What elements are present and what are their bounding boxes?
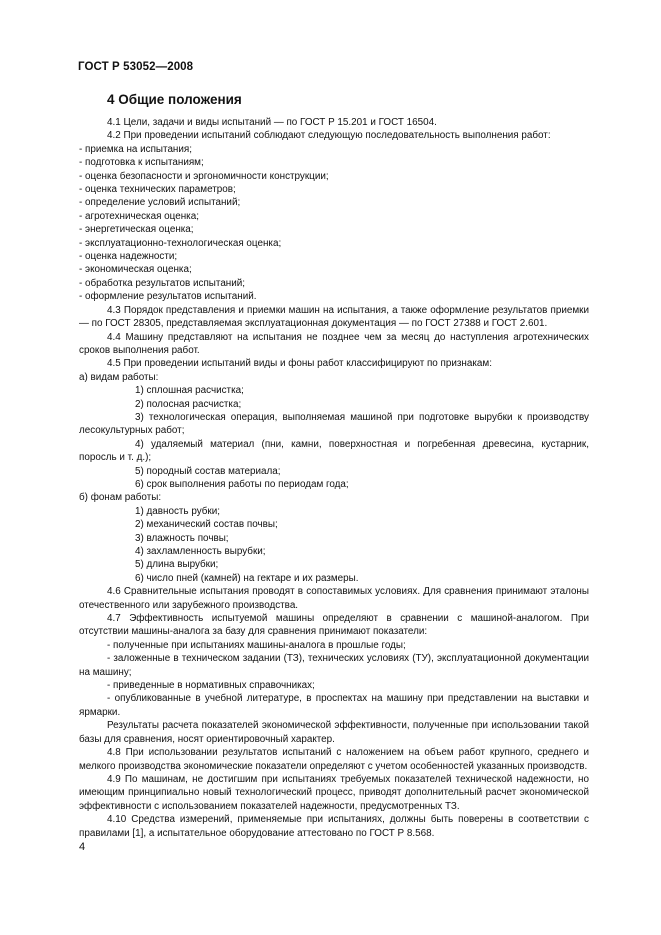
list-item: 1) сплошная расчистка; bbox=[135, 385, 244, 397]
work-types-list bbox=[79, 384, 589, 491]
page-number: 4 bbox=[79, 841, 86, 853]
paragraph-4-2: 4.2 При проведении испытаний соблюдают следующую последовательность выполнения работ: bbox=[107, 130, 551, 142]
standard-header: ГОСТ Р 53052—2008 bbox=[78, 61, 194, 73]
stages-list bbox=[79, 143, 589, 304]
list-item: - оценка безопасности и эргономичности конструкции; bbox=[79, 170, 329, 182]
list-item: 4) удаляемый материал (пни, камни, поверхностная и погребенная древесина, кустарник, поросль и т. д.); bbox=[79, 438, 589, 464]
list-item: - оценка технических параметров; bbox=[79, 184, 236, 196]
paragraph-4-1: 4.1 Цели, задачи и виды испытаний — по ГОСТ Р 15.201 и ГОСТ 16504. bbox=[107, 117, 437, 128]
paragraph-4-8: 4.8 При использовании результатов испытаний с наложением на объем работ крупного, среднего и мелкого производства экономические показатели определяют с учетом особенностей указанных производств. bbox=[79, 747, 589, 772]
list-item: - эксплуатационно-технологическая оценка; bbox=[79, 237, 282, 249]
list-item: - экономическая оценка; bbox=[79, 264, 192, 276]
list-item: - обработка результатов испытаний; bbox=[79, 277, 246, 289]
list-item: - приведенные в нормативных справочниках; bbox=[107, 680, 315, 692]
list-item: 2) полосная расчистка; bbox=[135, 398, 242, 410]
list-item: 5) длина вырубки; bbox=[135, 559, 219, 571]
work-backgrounds-heading: б) фонам работы: bbox=[79, 492, 162, 504]
list-item: 5) породный состав материала; bbox=[135, 465, 281, 477]
paragraph-4-7-results: Результаты расчета показателей экономической эффективности, полученные при использовании такой базы для сравнения, носят ориентировочный характер. bbox=[79, 720, 589, 745]
paragraph-4-10: 4.10 Средства измерений, применяемые при испытаниях, должны быть поверены в соответствии с правилами [1], а испытательное оборудование аттестовано по ГОСТ Р 8.568. bbox=[79, 814, 589, 839]
list-item: - опубликованные в учебной литературе, в проспектах на машину при представлении на выставки и ярмарки. bbox=[79, 693, 589, 718]
list-item: 6) срок выполнения работы по периодам года; bbox=[135, 478, 349, 490]
list-item: - определение условий испытаний; bbox=[79, 197, 241, 209]
indicators-list bbox=[79, 639, 589, 719]
list-item: - оформление результатов испытаний. bbox=[79, 291, 257, 303]
section-body bbox=[79, 116, 589, 840]
paragraph-4-3: 4.3 Порядок представления и приемки машин на испытания, а также оформление результатов приемки — по ГОСТ 28305, представляемая эксплуатационная документация — по ГОСТ 27388 и ГОСТ 2.601. bbox=[79, 304, 589, 330]
paragraph-4-7: 4.7 Эффективность испытуемой машины определяют в сравнении с машиной-аналогом. При отсутствии машины-аналога за базу для сравнения принимают показатели: bbox=[79, 613, 589, 638]
list-item: 1) давность рубки; bbox=[135, 505, 220, 517]
list-item: - приемка на испытания; bbox=[79, 143, 192, 155]
list-item: - полученные при испытаниях машины-аналога в прошлые годы; bbox=[107, 639, 406, 651]
list-item: 2) механический состав почвы; bbox=[135, 519, 278, 531]
section-title: 4 Общие положения bbox=[107, 92, 242, 107]
list-item: - агротехническая оценка; bbox=[79, 210, 199, 222]
paragraph-4-5: 4.5 При проведении испытаний виды и фоны работ классифицируют по признакам: bbox=[107, 358, 492, 370]
list-item: - подготовка к испытаниям; bbox=[79, 157, 204, 169]
list-item: - энергетическая оценка; bbox=[79, 224, 194, 236]
list-item: 6) число пней (камней) на гектаре и их размеры. bbox=[135, 572, 359, 584]
list-item: 4) захламленность вырубки; bbox=[135, 546, 266, 557]
list-item: 3) влажность почвы; bbox=[135, 532, 229, 544]
paragraph-4-4: 4.4 Машину представляют на испытания не позднее чем за месяц до наступления агротехнических сроков выполнения работ. bbox=[79, 331, 589, 356]
paragraph-4-6: 4.6 Сравнительные испытания проводят в сопоставимых условиях. Для сравнения принимают эталоны отечественного или зарубежного производства. bbox=[79, 586, 589, 611]
list-item: 3) технологическая операция, выполняемая машиной при подготовке вырубки к производству лесокультурных работ; bbox=[79, 411, 589, 437]
list-item: - оценка надежности; bbox=[79, 251, 178, 263]
work-types-heading: а) видам работы: bbox=[79, 371, 159, 383]
list-item: - заложенные в техническом задании (ТЗ), технических условиях (ТУ), эксплуатационной документации на машину; bbox=[79, 653, 589, 678]
paragraph-4-9: 4.9 По машинам, не достигшим при испытаниях требуемых показателей технической надежности, но имеющим принципиально новый технологический процесс, приводят дополнительный расчет экономической эффективности с использованием показателей надежности, предусмотренных ТЗ. bbox=[79, 773, 589, 812]
work-backgrounds-list bbox=[79, 505, 589, 585]
